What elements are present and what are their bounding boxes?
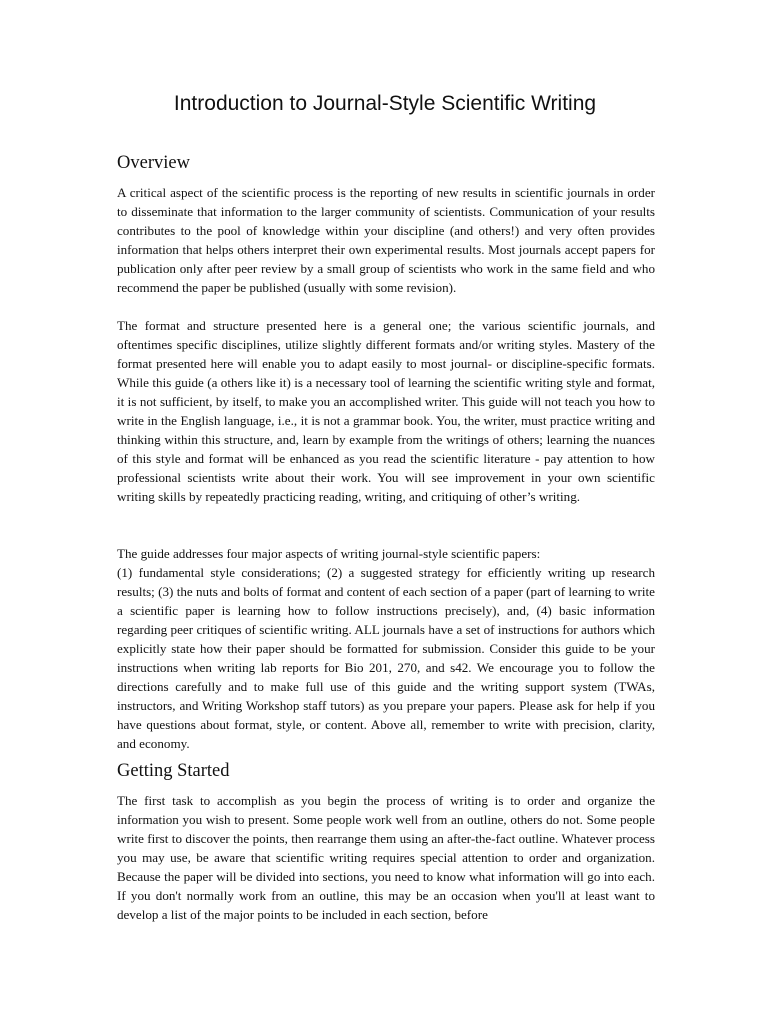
section-heading-overview: Overview	[117, 153, 190, 173]
overview-paragraph-1: A critical aspect of the scientific process is the reporting of new results in scientific journals in order to disseminate that information to the larger community of scientists. Communication of your results contributes to the pool of knowledge within your discipline (and others!) and very often provides information that helps others interpret their own experimental results. Most journals accept papers for publication only after peer review by a small group of scientists who work in the same field and who recommend the paper be published (usually with some revision).	[117, 185, 655, 295]
section-heading-getting-started: Getting Started	[117, 761, 230, 781]
overview-paragraph-3-intro: The guide addresses four major aspects of writing journal-style scientific papers:	[117, 546, 541, 561]
getting-started-paragraph-1: The first task to accomplish as you begin the process of writing is to order and organize the information you wish to present. Some people work well from an outline, others do not. Some people write first to discover the points, then rearrange them using an after-the-fact outline. Whatever process you may use, be aware that scientific writing requires special attention to order and organization. Because the paper will be divided into sections, you need to know what information will go into each. If you don't normally work from an outline, this may be an occasion when you'll at least want to develop a list of the major points to be included in each section, before	[117, 793, 655, 922]
page-title: Introduction to Journal-Style Scientific Writing	[173, 92, 597, 115]
overview-paragraph-2: The format and structure presented here is a general one; the various scientific journals, and oftentimes specific disciplines, utilize slightly different formats and/or writing styles. Mastery of the format presented here will enable you to adapt easily to most journal- or discipline-specific formats. While this guide (a others like it) is a necessary tool of learning the scientific writing style and format, it is not sufficient, by itself, to make you an accomplished writer. This guide will not teach you how to write in the English language, i.e., it is not a grammar book. You, the writer, must practice writing and thinking within this structure, and, learn by example from the writings of others; learning the nuances of this style and format will be enhanced as you read the scientific literature - pay attention to how professional scientists write about their work. You will see improvement in your own scientific writing skills by repeatedly practicing reading, writing, and critiquing of other’s writing.	[117, 318, 655, 504]
overview-paragraph-3-list: (1) fundamental style considerations; (2) a suggested strategy for efficiently writing up research results; (3) the nuts and bolts of format and content of each section of a paper (part of learning to write a scientific paper is learning how to follow instructions precisely), and, (4) basic information regarding peer critiques of scientific writing. ALL journals have a set of instructions for authors which explicitly state how their paper should be formatted for submission. Consider this guide to be your instructions when writing lab reports for Bio 201, 270, and s42. We encourage you to follow the directions carefully and to make full use of this guide and the writing support system (TWAs, instructors, and Writing Workshop staff tutors) as you prepare your papers. Please ask for help if you have questions about format, style, or content. Above all, remember to write with precision, clarity, and economy.	[117, 565, 655, 751]
